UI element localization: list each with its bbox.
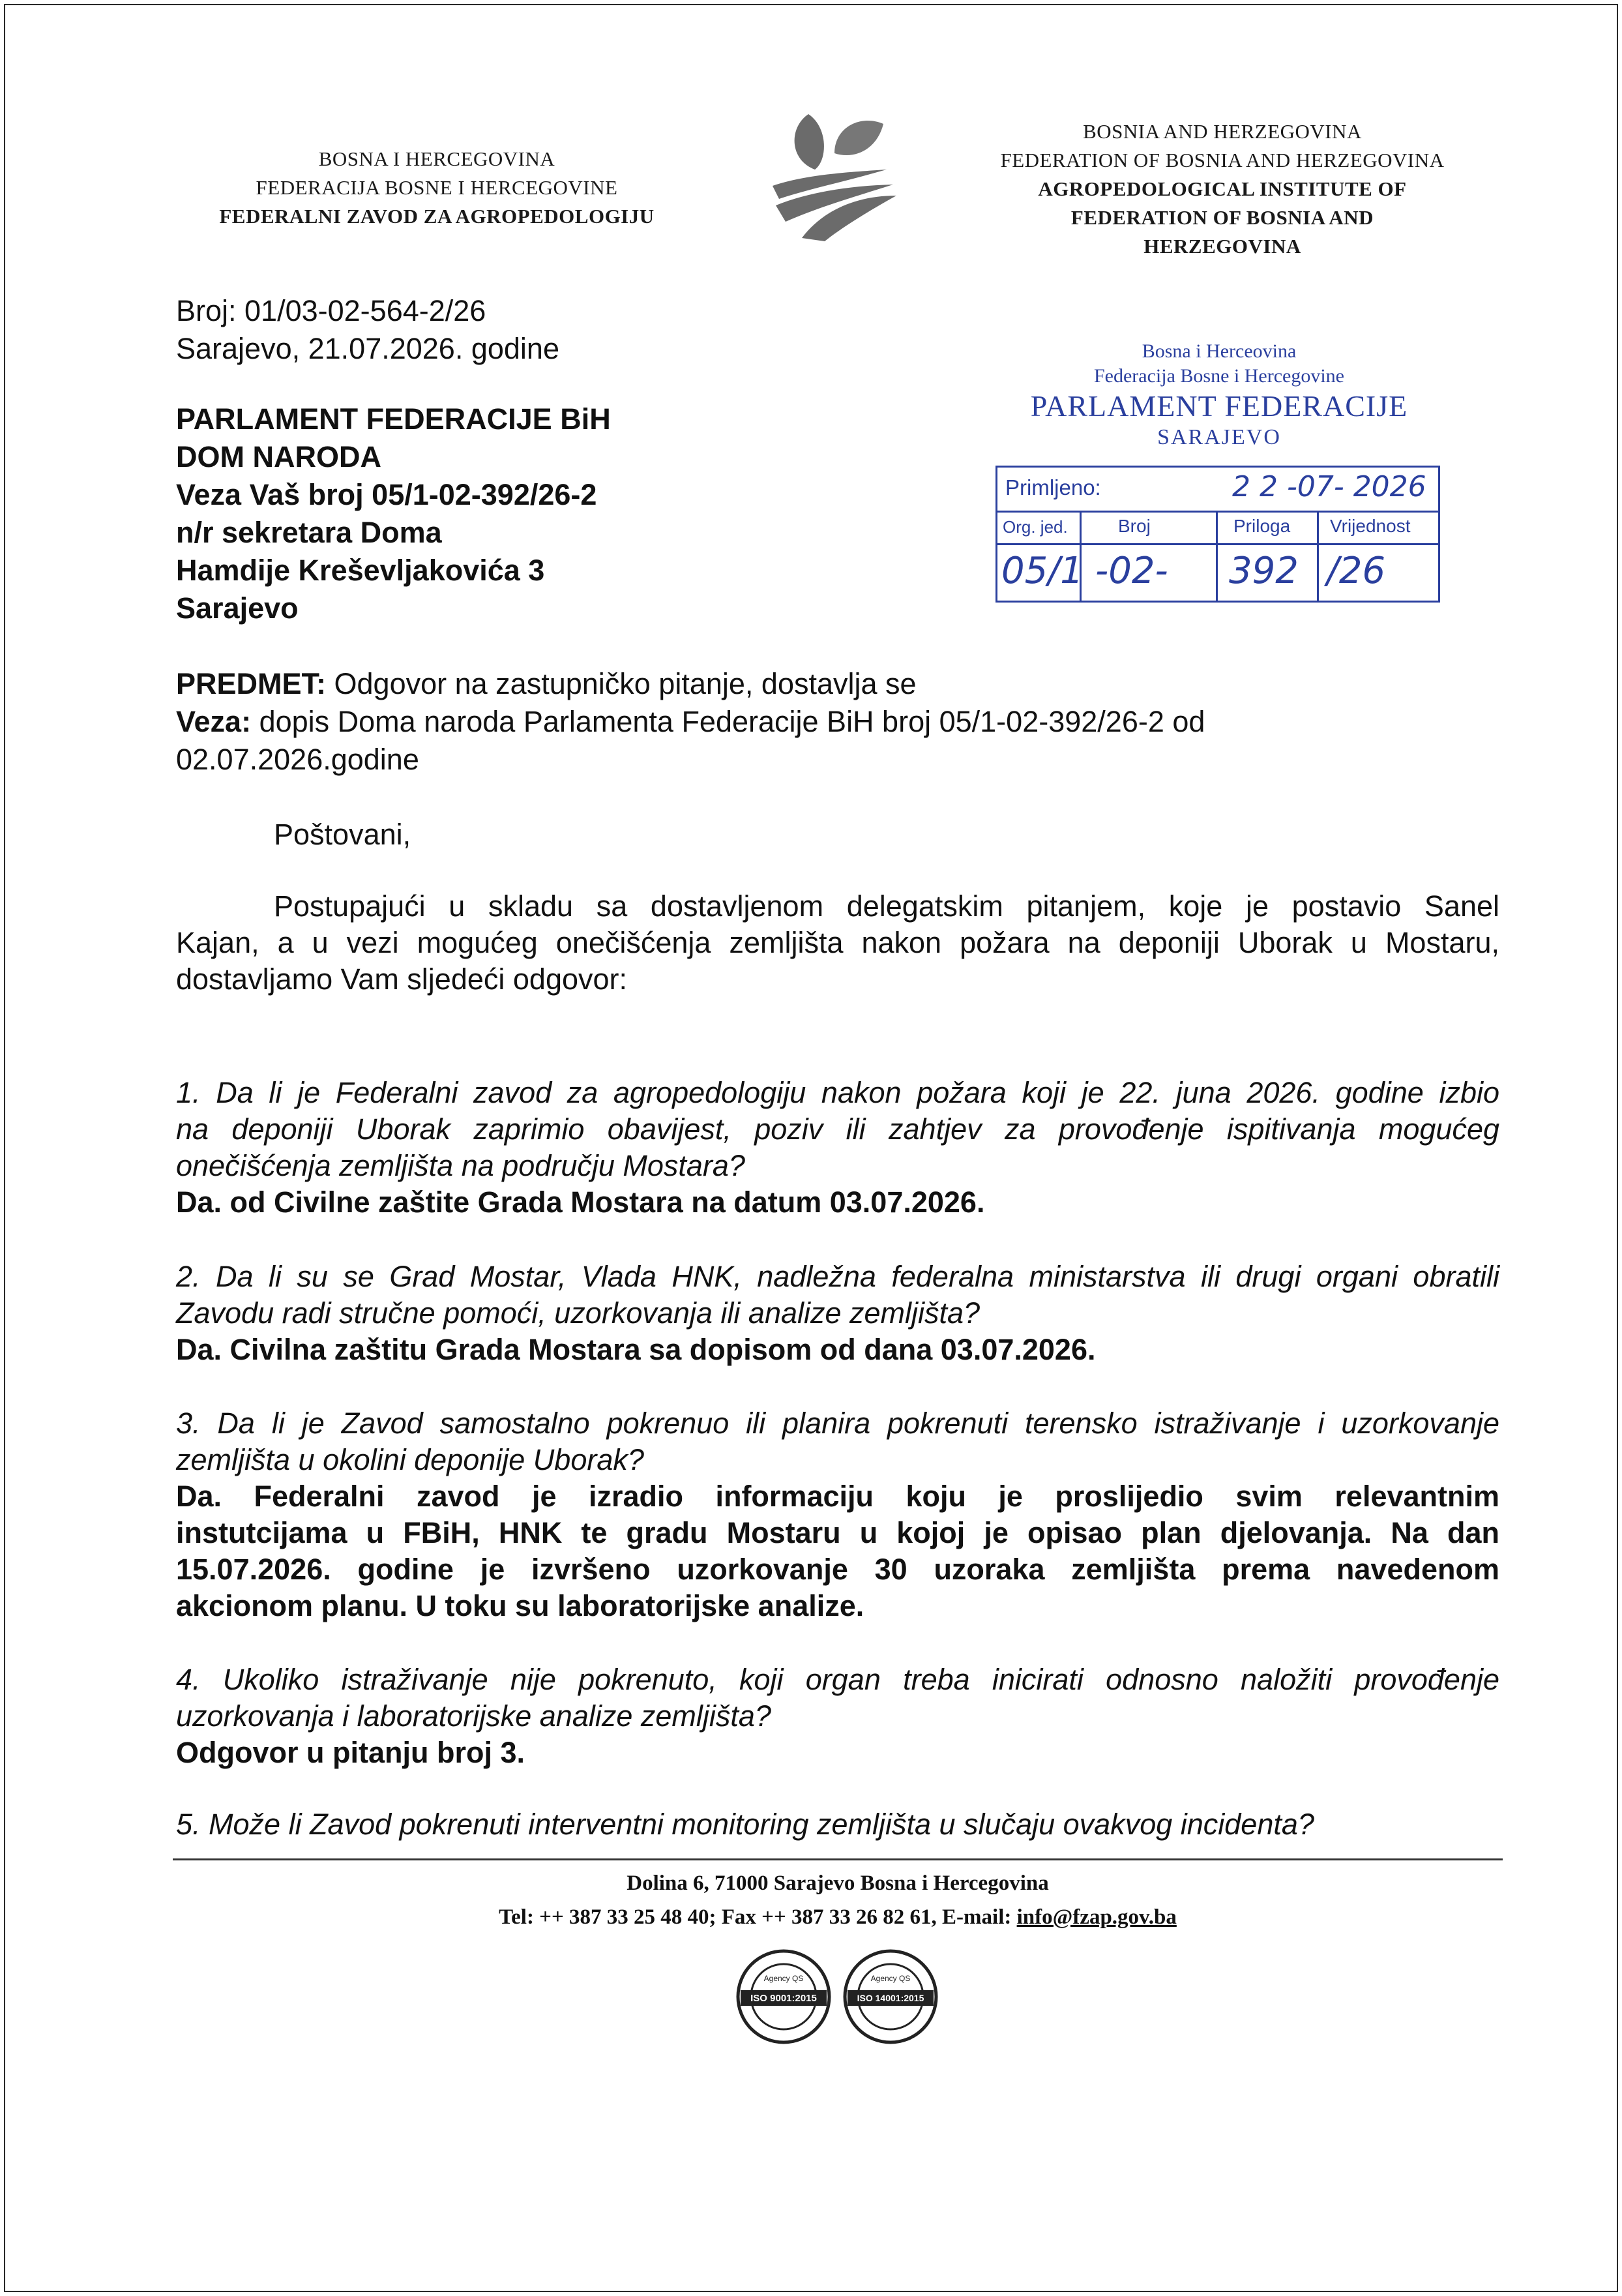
subject-link-label: Veza: bbox=[176, 705, 252, 738]
subject-link-text-2: 02.07.2026.godine bbox=[176, 743, 419, 776]
answer-3-line1: Da. Federalni zavod je izradio informaciju koju je proslijedio svim relevantnim bbox=[176, 1480, 1499, 1513]
seal-1-label: ISO 9001:2015 bbox=[750, 1993, 817, 2004]
answer-2-line1: Da. Civilna zaštitu Grada Mostara sa dopisom od dana 03.07.2026. bbox=[176, 1333, 1096, 1366]
logo-leaf-right bbox=[834, 121, 883, 155]
institute-logo bbox=[763, 108, 900, 245]
qa-item-2 bbox=[176, 1259, 1499, 1368]
subject-block bbox=[176, 665, 1506, 779]
stamp-line2: Federacija Bosne i Hercegovine bbox=[1093, 365, 1344, 387]
stamp-val-priloga: 392 bbox=[1229, 550, 1299, 592]
stamp-val-broj: -02- bbox=[1095, 550, 1168, 592]
header-right-line3: AGROPEDOLOGICAL INSTITUTE OF bbox=[1038, 177, 1407, 200]
answer-3-line3: 15.07.2026. godine je izvršeno uzorkovanje 30 uzoraka zemljišta prema navedenom bbox=[176, 1553, 1499, 1586]
logo-leaf-left bbox=[795, 114, 824, 170]
header-right-line1: BOSNIA AND HERZEGOVINA bbox=[1083, 120, 1362, 143]
intro-line3: dostavljamo Vam sljedeći odgovor: bbox=[176, 962, 628, 996]
header-right-line4: FEDERATION OF BOSNIA AND bbox=[1070, 206, 1374, 229]
footer-email-link[interactable]: info@fzap.gov.ba bbox=[1016, 1905, 1177, 1929]
stamp-table bbox=[995, 466, 1440, 603]
header-right-line2: FEDERATION OF BOSNIA AND HERZEGOVINA bbox=[1000, 149, 1445, 171]
header-left bbox=[163, 145, 711, 231]
stamp-values-row bbox=[997, 543, 1438, 601]
stamp-divider-2 bbox=[1216, 511, 1218, 601]
qa-item-5 bbox=[176, 1806, 1499, 1843]
question-3-line2: zemljišta u okolini deponije Uborak? bbox=[176, 1443, 644, 1476]
answer-1-line1: Da. od Civilne zaštite Grada Mostara na datum 03.07.2026. bbox=[176, 1185, 985, 1219]
subject-line bbox=[176, 665, 1506, 703]
stamp-divider-1 bbox=[1080, 511, 1082, 601]
footer bbox=[173, 1866, 1503, 1934]
header-right bbox=[945, 117, 1499, 261]
recipient-line5: Hamdije Kreševljakovića 3 bbox=[176, 554, 545, 587]
recipient-line6: Sarajevo bbox=[176, 591, 299, 625]
stamp-line1: Bosna i Herceovina bbox=[1142, 340, 1297, 362]
seal-2-label: ISO 14001:2015 bbox=[857, 1993, 924, 2003]
qa-item-4 bbox=[176, 1662, 1499, 1771]
reference-place-date: Sarajevo, 21.07.2026. godine bbox=[176, 332, 559, 365]
question-1-line3: onečišćenja zemljišta na području Mostara? bbox=[176, 1149, 745, 1182]
stamp-header-row bbox=[997, 511, 1438, 545]
seal-1-agency: Agency QS bbox=[763, 1974, 804, 1983]
question-4-line1: 4. Ukoliko istraživanje nije pokrenuto, koji organ treba inicirati odnosno naložiti provođenje bbox=[176, 1663, 1499, 1696]
answer-3-line4: akcionom planu. U toku su laboratorijske analize. bbox=[176, 1589, 864, 1622]
subject-link-line bbox=[176, 703, 1506, 741]
stamp-divider-3 bbox=[1317, 511, 1319, 601]
question-4-line2: uzorkovanja i laboratorijske analize zemljišta? bbox=[176, 1699, 771, 1733]
intro-paragraph bbox=[176, 888, 1499, 998]
question-1-line2: na deponiji Uborak zaprimio obavijest, poziv ili zahtjev za provođenje ispitivanja mogućeg bbox=[176, 1112, 1499, 1146]
answer-4-line1: Odgovor u pitanju broj 3. bbox=[176, 1736, 525, 1769]
footer-divider bbox=[173, 1858, 1503, 1860]
greeting: Poštovani, bbox=[274, 818, 411, 851]
recipient-line4: n/r sekretara Doma bbox=[176, 516, 442, 549]
footer-address: Dolina 6, 71000 Sarajevo Bosna i Hercegovina bbox=[627, 1871, 1049, 1895]
recipient-line3: Veza Vaš broj 05/1-02-392/26-2 bbox=[176, 478, 597, 511]
recipient-block bbox=[176, 400, 611, 627]
seal-2-agency: Agency QS bbox=[870, 1974, 911, 1983]
reference-block bbox=[176, 292, 559, 368]
stamp-val-org: 05/1 bbox=[1001, 550, 1084, 592]
subject-label: PREDMET: bbox=[176, 667, 327, 700]
stamp-col-org: Org. jed. bbox=[1003, 517, 1068, 537]
stamp-title: PARLAMENT FEDERACIJE bbox=[1030, 389, 1408, 423]
stamp-received-date: 2 2 -07- 2026 bbox=[1232, 470, 1426, 503]
header-right-line5: HERZEGOVINA bbox=[1143, 235, 1301, 258]
question-5-line1: 5. Može li Zavod pokrenuti interventni monitoring zemljišta u slučaju ovakvog incidenta? bbox=[176, 1808, 1314, 1841]
recipient-line2: DOM NARODA bbox=[176, 440, 381, 473]
stamp-received-label: Primljeno: bbox=[1005, 475, 1101, 499]
header-left-line1: BOSNA I HERCEGOVINA bbox=[318, 147, 555, 170]
footer-contact: Tel: ++ 387 33 25 48 40; Fax ++ 387 33 26 82 61, E-mail: bbox=[499, 1905, 1017, 1929]
subject-text: Odgovor na zastupničko pitanje, dostavlja se bbox=[326, 667, 917, 700]
stamp-city: SARAJEVO bbox=[1157, 425, 1281, 449]
question-1-line1: 1. Da li je Federalni zavod za agropedologiju nakon požara koji je 22. juna 2026. godine izbio bbox=[176, 1076, 1499, 1109]
header-left-line3: FEDERALNI ZAVOD ZA AGROPEDOLOGIJU bbox=[219, 205, 655, 228]
question-2-line2: Zavodu radi stručne pomoći, uzorkovanja ili analize zemljišta? bbox=[176, 1296, 981, 1330]
question-2-line1: 2. Da li su se Grad Mostar, Vlada HNK, nadležna federalna ministarstva ili drugi organi obratili bbox=[176, 1260, 1499, 1293]
intro-line1: Postupajući u skladu sa dostavljenom delegatskim pitanjem, koje je postavio Sanel bbox=[274, 889, 1499, 923]
received-stamp bbox=[978, 339, 1460, 451]
intro-line2: Kajan, a u vezi mogućeg onečišćenja zemljišta nakon požara na deponiji Uborak u Mostaru, bbox=[176, 926, 1499, 959]
question-3-line1: 3. Da li je Zavod samostalno pokrenuo ili planira pokrenuti terensko istraživanje i uzorkovanje bbox=[176, 1407, 1499, 1440]
qa-item-1 bbox=[176, 1075, 1499, 1221]
subject-link-text-1: dopis Doma naroda Parlamenta Federacije BiH broj 05/1-02-392/26-2 od bbox=[251, 705, 1205, 738]
header-left-line2: FEDERACIJA BOSNE I HERCEGOVINE bbox=[256, 176, 618, 199]
stamp-val-vrijednost: /26 bbox=[1327, 550, 1386, 592]
answer-3-line2: instutcijama u FBiH, HNK te gradu Mostaru u kojoj je opisao plan djelovanja. Na dan bbox=[176, 1516, 1499, 1549]
reference-number: Broj: 01/03-02-564-2/26 bbox=[176, 294, 486, 327]
footer-contact-line bbox=[173, 1900, 1503, 1934]
stamp-col-vrijednost: Vrijednost bbox=[1330, 516, 1411, 536]
iso-14001-seal-icon bbox=[842, 1948, 939, 2045]
qa-item-3 bbox=[176, 1405, 1499, 1624]
stamp-col-broj: Broj bbox=[1118, 516, 1151, 536]
iso-9001-seal-icon bbox=[735, 1948, 832, 2045]
recipient-line1: PARLAMENT FEDERACIJE BiH bbox=[176, 402, 611, 436]
stamp-received-row bbox=[997, 468, 1438, 513]
stamp-col-priloga: Priloga bbox=[1233, 516, 1291, 536]
